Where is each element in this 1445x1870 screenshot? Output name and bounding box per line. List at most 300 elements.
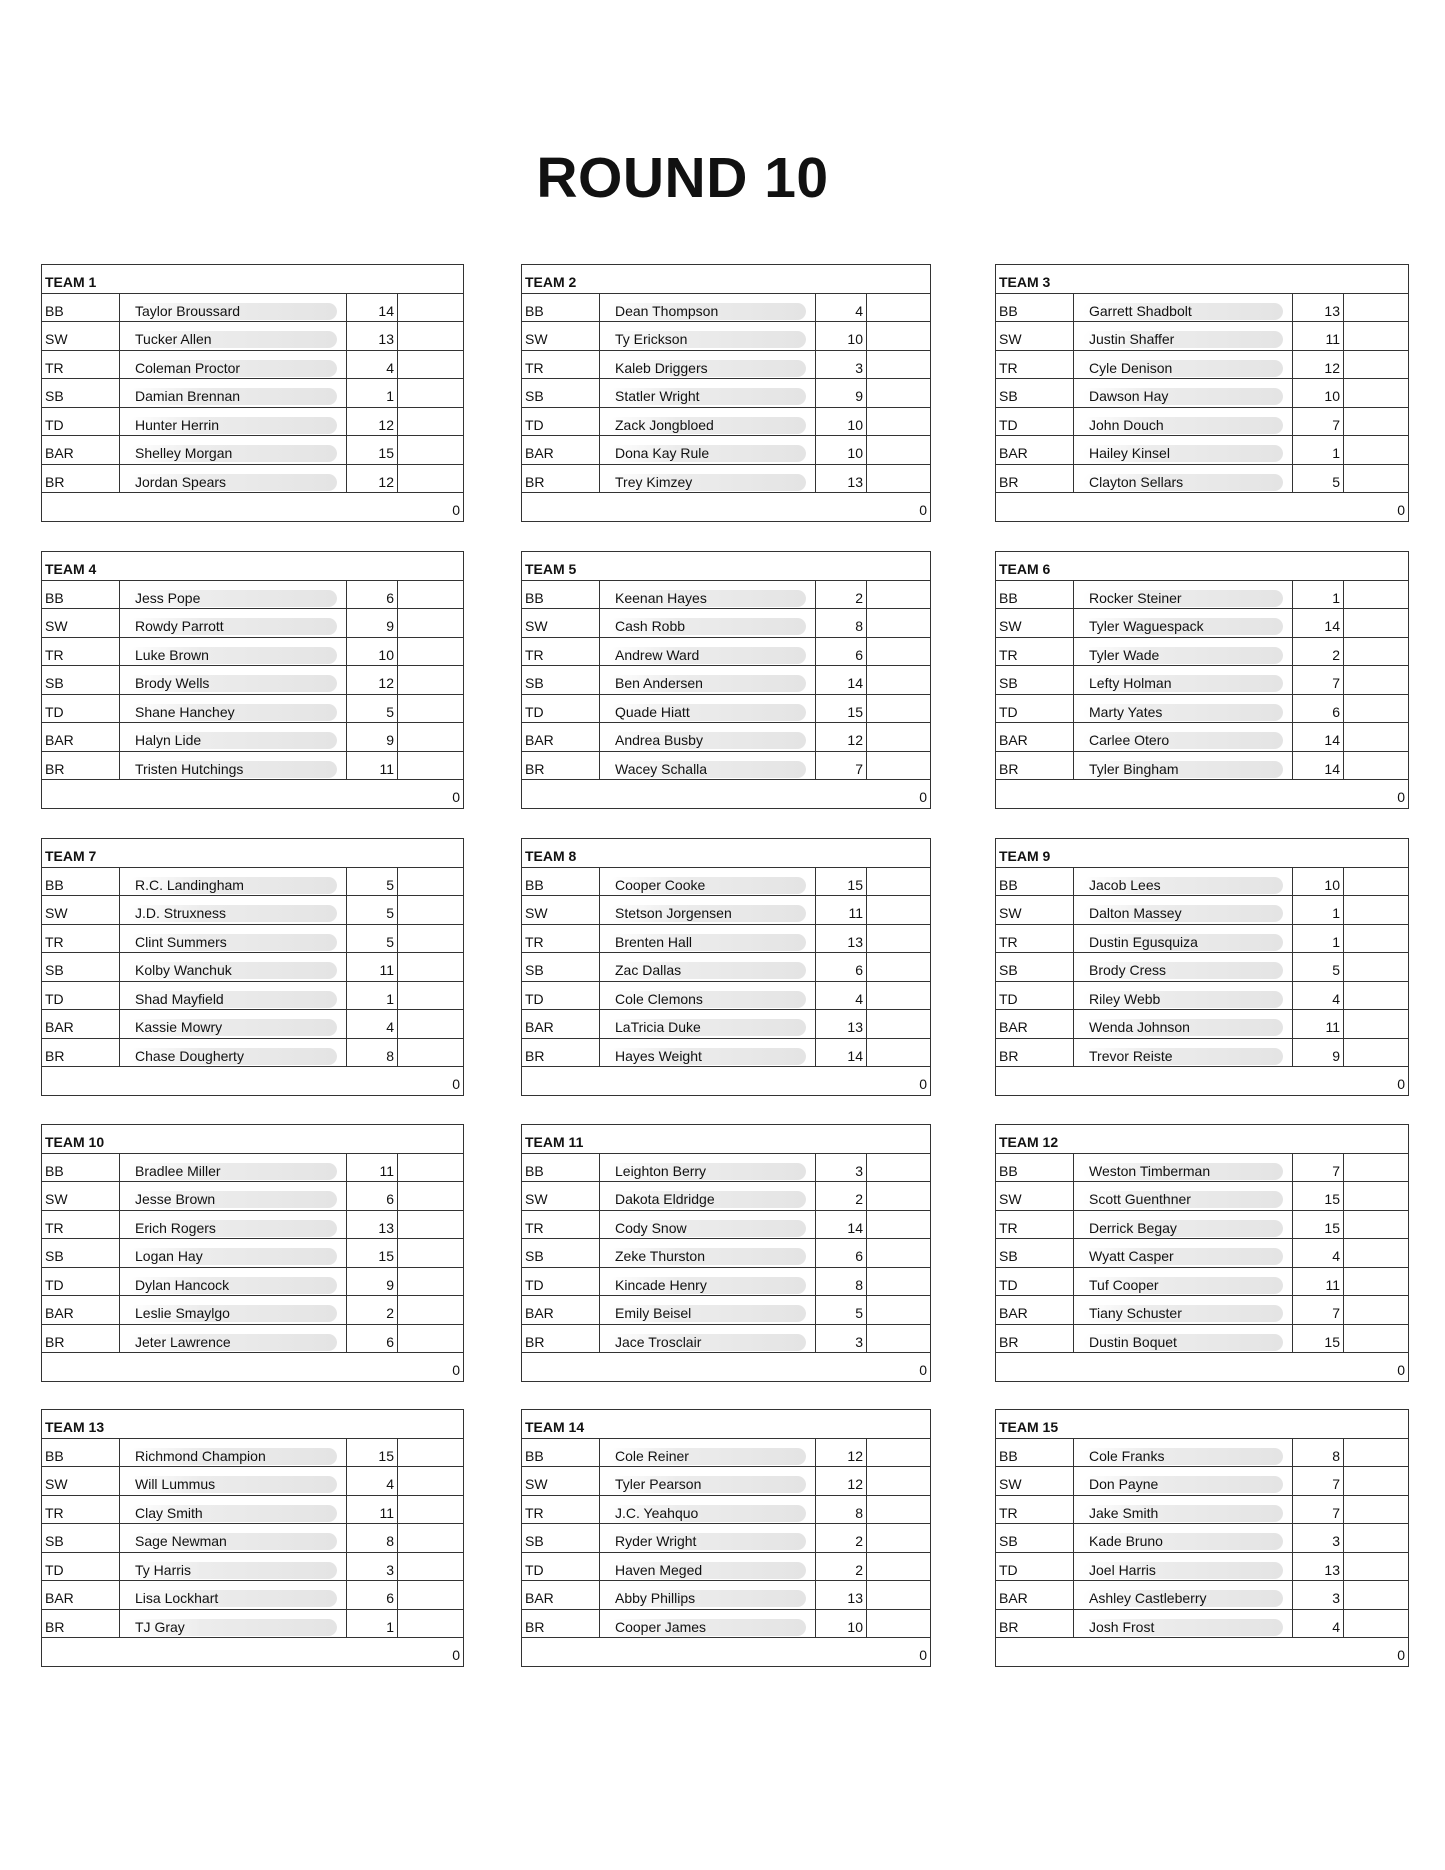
- player-name-cell: [120, 1553, 347, 1581]
- player-score: 11: [347, 1154, 398, 1182]
- blank-cell: [1344, 1610, 1408, 1638]
- player-name: Dakota Eldridge: [615, 1191, 715, 1207]
- blank-cell: [398, 1524, 463, 1552]
- player-score: 2: [816, 1553, 867, 1581]
- player-name: Tyler Bingham: [1089, 760, 1179, 777]
- player-score: 8: [347, 1039, 398, 1067]
- blank-cell: [1344, 1581, 1408, 1609]
- player-score: 1: [1293, 436, 1344, 464]
- team-name: TEAM 5: [522, 552, 930, 581]
- player-row: [996, 1581, 1408, 1610]
- event-code: SB: [996, 953, 1074, 981]
- player-score: 8: [816, 1496, 867, 1524]
- event-code: SB: [42, 1524, 120, 1552]
- blank-cell: [867, 294, 930, 322]
- blank-cell: [867, 1581, 930, 1609]
- player-name: Haven Meged: [615, 1561, 703, 1578]
- player-row: [42, 1268, 463, 1297]
- player-name: Trevor Reiste: [1089, 1047, 1173, 1064]
- player-score: 8: [1293, 1439, 1344, 1467]
- player-name: Shad Mayfield: [135, 990, 224, 1007]
- blank-cell: [398, 638, 463, 666]
- player-score: 6: [347, 581, 398, 609]
- blank-cell: [398, 1268, 463, 1296]
- player-row: [522, 1553, 930, 1582]
- player-name: Kincade Henry: [615, 1276, 707, 1293]
- player-name: Hayes Weight: [615, 1047, 702, 1064]
- player-name-cell: [120, 1182, 347, 1210]
- player-row: [42, 322, 463, 351]
- blank-cell: [1344, 408, 1408, 436]
- team-total: 0: [919, 1647, 927, 1663]
- player-name-cell: [120, 868, 347, 896]
- page-title: ROUND 10: [536, 146, 829, 210]
- player-name-cell: [600, 408, 816, 436]
- team-name: TEAM 3: [996, 265, 1408, 294]
- blank-cell: [867, 1467, 930, 1495]
- player-score: 3: [1293, 1524, 1344, 1552]
- player-name-cell: [120, 1296, 347, 1324]
- team-total: 0: [1397, 789, 1405, 805]
- player-score: 5: [347, 896, 398, 924]
- player-row: [42, 1496, 463, 1525]
- player-name: Taylor Broussard: [135, 302, 241, 319]
- player-score: 10: [816, 1610, 867, 1638]
- event-code: BR: [42, 1325, 120, 1353]
- team-table: [521, 1124, 931, 1382]
- blank-cell: [1344, 868, 1408, 896]
- blank-cell: [867, 1296, 930, 1324]
- event-code: TR: [522, 1496, 600, 1524]
- player-name: Ty Harris: [135, 1561, 191, 1578]
- blank-cell: [1344, 1467, 1408, 1495]
- player-name: Luke Brown: [135, 646, 209, 663]
- event-code: BAR: [42, 723, 120, 751]
- player-score: 13: [816, 1581, 867, 1609]
- player-name-cell: [1074, 1581, 1293, 1609]
- player-row: [522, 868, 930, 897]
- player-name: Cody Snow: [615, 1219, 687, 1236]
- player-name: Tyler Wade: [1089, 646, 1160, 663]
- player-name: Joel Harris: [1089, 1561, 1156, 1578]
- player-name-cell: [1074, 1039, 1293, 1067]
- player-score: 6: [816, 953, 867, 981]
- blank-cell: [398, 1296, 463, 1324]
- player-row: [42, 1467, 463, 1496]
- player-name: Abby Phillips: [615, 1590, 696, 1606]
- player-name: Brody Cress: [1089, 962, 1167, 978]
- blank-cell: [1344, 1296, 1408, 1324]
- player-name-cell: [120, 752, 347, 780]
- player-row: [42, 1039, 463, 1068]
- blank-cell: [398, 581, 463, 609]
- player-score: 13: [816, 465, 867, 493]
- player-score: 15: [347, 436, 398, 464]
- player-score: 11: [1293, 322, 1344, 350]
- team-total: 0: [919, 502, 927, 518]
- team-total: 0: [452, 1362, 460, 1378]
- event-code: TR: [996, 351, 1074, 379]
- team-name: TEAM 14: [522, 1410, 930, 1439]
- blank-cell: [867, 723, 930, 751]
- blank-cell: [398, 351, 463, 379]
- player-name: TJ Gray: [135, 1618, 185, 1635]
- player-score: 2: [816, 581, 867, 609]
- blank-cell: [398, 982, 463, 1010]
- player-name: Cole Reiner: [615, 1447, 689, 1464]
- event-code: BR: [42, 1039, 120, 1067]
- player-score: 14: [816, 1211, 867, 1239]
- player-name-cell: [1074, 351, 1293, 379]
- player-name-cell: [1074, 436, 1293, 464]
- player-name-cell: [120, 982, 347, 1010]
- blank-cell: [1344, 1496, 1408, 1524]
- event-code: BAR: [996, 1581, 1074, 1609]
- player-name-cell: [600, 695, 816, 723]
- player-score: 2: [347, 1296, 398, 1324]
- player-row: [996, 666, 1408, 695]
- player-name: Zack Jongbloed: [615, 416, 714, 433]
- player-name: Jace Trosclair: [615, 1333, 702, 1350]
- blank-cell: [1344, 1239, 1408, 1267]
- player-name-cell: [1074, 1325, 1293, 1353]
- team-total: 0: [452, 1076, 460, 1092]
- player-name-cell: [600, 1268, 816, 1296]
- player-row: [42, 436, 463, 465]
- player-name-cell: [600, 666, 816, 694]
- player-name-cell: [120, 1010, 347, 1038]
- player-name: Jeter Lawrence: [135, 1333, 231, 1350]
- player-row: [996, 1553, 1408, 1582]
- player-score: 2: [816, 1524, 867, 1552]
- player-name-cell: [600, 1239, 816, 1267]
- event-code: TD: [42, 408, 120, 436]
- event-code: SW: [522, 1182, 600, 1210]
- player-name-cell: [600, 723, 816, 751]
- player-name-cell: [1074, 465, 1293, 493]
- team-table: [521, 551, 931, 809]
- team-table: [521, 1409, 931, 1667]
- player-row: [522, 1154, 930, 1183]
- event-code: SW: [42, 609, 120, 637]
- blank-cell: [1344, 1268, 1408, 1296]
- player-name-cell: [120, 294, 347, 322]
- event-code: TR: [522, 1211, 600, 1239]
- player-row: [996, 752, 1408, 781]
- event-code: SW: [522, 896, 600, 924]
- player-row: [996, 436, 1408, 465]
- player-score: 7: [1293, 666, 1344, 694]
- player-score: 4: [816, 294, 867, 322]
- player-row: [522, 322, 930, 351]
- player-name: Derrick Begay: [1089, 1219, 1177, 1236]
- player-row: [522, 1268, 930, 1297]
- event-code: SW: [522, 609, 600, 637]
- event-code: TD: [522, 695, 600, 723]
- player-name-cell: [1074, 925, 1293, 953]
- player-row: [522, 1211, 930, 1240]
- player-name: Kassie Mowry: [135, 1019, 223, 1035]
- player-row: [522, 1182, 930, 1211]
- player-name-cell: [120, 638, 347, 666]
- player-row: [42, 1524, 463, 1553]
- player-row: [42, 1439, 463, 1468]
- player-name-cell: [1074, 581, 1293, 609]
- player-row: [522, 1439, 930, 1468]
- event-code: BB: [522, 581, 600, 609]
- player-name-cell: [1074, 638, 1293, 666]
- event-code: BB: [996, 1154, 1074, 1182]
- blank-cell: [398, 723, 463, 751]
- player-score: 5: [347, 925, 398, 953]
- team-table: [41, 264, 464, 522]
- player-name: Josh Frost: [1089, 1618, 1155, 1635]
- blank-cell: [1344, 465, 1408, 493]
- player-name-cell: [1074, 953, 1293, 981]
- player-name-cell: [120, 609, 347, 637]
- player-name-cell: [120, 1154, 347, 1182]
- player-name-cell: [600, 609, 816, 637]
- event-code: SB: [522, 953, 600, 981]
- player-name-cell: [120, 1439, 347, 1467]
- blank-cell: [1344, 1553, 1408, 1581]
- blank-cell: [867, 666, 930, 694]
- player-row: [996, 896, 1408, 925]
- blank-cell: [1344, 723, 1408, 751]
- blank-cell: [867, 1524, 930, 1552]
- player-row: [42, 1182, 463, 1211]
- event-code: BR: [42, 752, 120, 780]
- team-name: TEAM 9: [996, 839, 1408, 868]
- player-name-cell: [600, 1496, 816, 1524]
- event-code: TR: [42, 638, 120, 666]
- player-name: LaTricia Duke: [615, 1019, 701, 1035]
- player-name-cell: [1074, 982, 1293, 1010]
- player-name-cell: [1074, 1553, 1293, 1581]
- blank-cell: [398, 695, 463, 723]
- player-name: Ryder Wright: [615, 1533, 697, 1549]
- event-code: BR: [996, 752, 1074, 780]
- event-code: TD: [522, 1268, 600, 1296]
- player-name-cell: [600, 1010, 816, 1038]
- event-code: BAR: [522, 723, 600, 751]
- event-code: TD: [522, 982, 600, 1010]
- event-code: SB: [522, 666, 600, 694]
- player-name: Hailey Kinsel: [1089, 445, 1170, 461]
- player-name: Halyn Lide: [135, 732, 202, 748]
- player-score: 9: [1293, 1039, 1344, 1067]
- player-name-cell: [1074, 1211, 1293, 1239]
- event-code: TD: [42, 695, 120, 723]
- player-name: Damian Brennan: [135, 388, 241, 404]
- player-score: 13: [816, 925, 867, 953]
- team-table: [41, 551, 464, 809]
- team-table: [41, 1124, 464, 1382]
- player-row: [42, 1239, 463, 1268]
- player-row: [996, 982, 1408, 1011]
- blank-cell: [398, 752, 463, 780]
- player-name: Kade Bruno: [1089, 1533, 1163, 1549]
- player-name-cell: [600, 465, 816, 493]
- player-name-cell: [600, 982, 816, 1010]
- player-score: 10: [816, 436, 867, 464]
- player-row: [522, 925, 930, 954]
- blank-cell: [1344, 982, 1408, 1010]
- player-name-cell: [1074, 1524, 1293, 1552]
- player-score: 9: [347, 1268, 398, 1296]
- player-score: 5: [347, 695, 398, 723]
- player-score: 4: [816, 982, 867, 1010]
- player-name: Shelley Morgan: [135, 445, 233, 461]
- player-score: 14: [1293, 609, 1344, 637]
- player-name: Wacey Schalla: [615, 760, 708, 777]
- player-score: 3: [1293, 1581, 1344, 1609]
- team-table: [995, 264, 1409, 522]
- player-row: [522, 294, 930, 323]
- event-code: TR: [522, 638, 600, 666]
- player-name: Tyler Waguespack: [1089, 618, 1204, 634]
- event-code: TR: [522, 925, 600, 953]
- event-code: TD: [996, 982, 1074, 1010]
- player-name: Wenda Johnson: [1089, 1019, 1190, 1035]
- player-name: Jordan Spears: [135, 473, 227, 490]
- player-name-cell: [120, 695, 347, 723]
- player-name: Bradlee Miller: [135, 1162, 221, 1179]
- player-name: Hunter Herrin: [135, 416, 220, 433]
- player-row: [42, 982, 463, 1011]
- player-score: 7: [1293, 1296, 1344, 1324]
- player-name-cell: [120, 925, 347, 953]
- event-code: BAR: [522, 1010, 600, 1038]
- event-code: SW: [42, 322, 120, 350]
- event-code: BB: [522, 868, 600, 896]
- player-name-cell: [600, 351, 816, 379]
- event-code: TR: [522, 351, 600, 379]
- team-total: 0: [1397, 1076, 1405, 1092]
- player-name: Ty Erickson: [615, 331, 688, 347]
- player-name: Riley Webb: [1089, 990, 1161, 1007]
- player-score: 12: [816, 723, 867, 751]
- blank-cell: [867, 436, 930, 464]
- player-name: Logan Hay: [135, 1248, 203, 1264]
- player-name: Statler Wright: [615, 388, 700, 404]
- player-row: [522, 379, 930, 408]
- player-score: 1: [1293, 581, 1344, 609]
- blank-cell: [398, 294, 463, 322]
- player-score: 2: [1293, 638, 1344, 666]
- player-name: Don Payne: [1089, 1476, 1159, 1492]
- player-score: 11: [1293, 1010, 1344, 1038]
- blank-cell: [398, 1211, 463, 1239]
- player-name: Ben Andersen: [615, 675, 703, 691]
- blank-cell: [1344, 581, 1408, 609]
- blank-cell: [867, 1154, 930, 1182]
- player-row: [996, 723, 1408, 752]
- player-name-cell: [120, 1610, 347, 1638]
- player-score: 3: [816, 1325, 867, 1353]
- player-row: [996, 1325, 1408, 1354]
- player-score: 11: [1293, 1268, 1344, 1296]
- player-row: [42, 1296, 463, 1325]
- player-name-cell: [120, 896, 347, 924]
- player-name: J.C. Yeahquo: [615, 1504, 699, 1521]
- player-name: Dylan Hancock: [135, 1276, 230, 1293]
- blank-cell: [398, 1581, 463, 1609]
- blank-cell: [1344, 896, 1408, 924]
- player-name: Sage Newman: [135, 1533, 227, 1549]
- player-row: [522, 609, 930, 638]
- player-row: [42, 666, 463, 695]
- event-code: SW: [996, 1467, 1074, 1495]
- event-code: BR: [42, 1610, 120, 1638]
- team-name: TEAM 13: [42, 1410, 463, 1439]
- player-score: 5: [816, 1296, 867, 1324]
- event-code: BR: [522, 1325, 600, 1353]
- player-name: Cole Franks: [1089, 1447, 1165, 1464]
- player-row: [522, 436, 930, 465]
- team-total: 0: [1397, 1362, 1405, 1378]
- player-row: [996, 1524, 1408, 1553]
- player-name: Leighton Berry: [615, 1162, 707, 1179]
- player-name-cell: [600, 1296, 816, 1324]
- player-row: [996, 408, 1408, 437]
- player-score: 14: [816, 1039, 867, 1067]
- event-code: TD: [522, 1553, 600, 1581]
- player-name-cell: [600, 1182, 816, 1210]
- team-name: TEAM 4: [42, 552, 463, 581]
- blank-cell: [398, 1467, 463, 1495]
- player-name-cell: [1074, 1239, 1293, 1267]
- player-score: 12: [816, 1467, 867, 1495]
- player-name-cell: [1074, 868, 1293, 896]
- team-total: 0: [919, 1076, 927, 1092]
- event-code: BB: [996, 1439, 1074, 1467]
- player-score: 10: [816, 322, 867, 350]
- event-code: BR: [42, 465, 120, 493]
- blank-cell: [867, 1553, 930, 1581]
- event-code: SW: [42, 1467, 120, 1495]
- player-score: 9: [347, 723, 398, 751]
- event-code: BB: [42, 868, 120, 896]
- team-table: [995, 838, 1409, 1096]
- player-score: 6: [347, 1182, 398, 1210]
- blank-cell: [867, 1496, 930, 1524]
- blank-cell: [867, 752, 930, 780]
- blank-cell: [1344, 1439, 1408, 1467]
- player-name-cell: [600, 1581, 816, 1609]
- player-score: 6: [816, 638, 867, 666]
- blank-cell: [398, 1182, 463, 1210]
- player-name: Dean Thompson: [615, 302, 719, 319]
- player-row: [522, 1039, 930, 1068]
- event-code: BAR: [996, 1296, 1074, 1324]
- player-name: Cooper James: [615, 1618, 707, 1635]
- player-row: [42, 925, 463, 954]
- player-row: [996, 1211, 1408, 1240]
- team-name: TEAM 15: [996, 1410, 1408, 1439]
- player-score: 10: [1293, 868, 1344, 896]
- event-code: SW: [522, 322, 600, 350]
- blank-cell: [1344, 1325, 1408, 1353]
- team-name: TEAM 8: [522, 839, 930, 868]
- player-row: [996, 638, 1408, 667]
- team-total: 0: [919, 1362, 927, 1378]
- player-score: 15: [816, 868, 867, 896]
- blank-cell: [867, 408, 930, 436]
- blank-cell: [398, 322, 463, 350]
- player-name: Dustin Egusquiza: [1089, 933, 1198, 950]
- player-name-cell: [600, 953, 816, 981]
